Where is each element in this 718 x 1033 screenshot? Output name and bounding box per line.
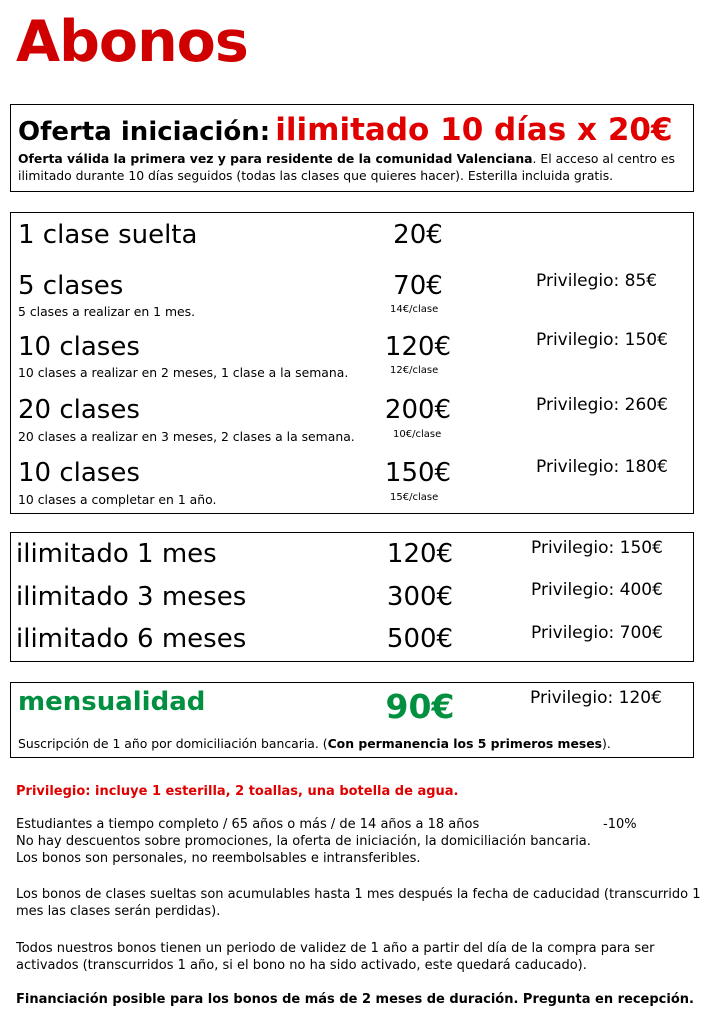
accumulate-note: Los bonos de clases sueltas son acumulables hasta 1 mes después la fecha de caducidad (transcurrido 1 mes las clases serán perdidas). xyxy=(16,887,701,919)
monthly-privilege: Privilegio: 120€ xyxy=(530,688,662,708)
offer-desc-bold: Oferta válida la primera vez y para residente de la comunidad Valenciana xyxy=(18,151,533,166)
pack-name: 5 clases xyxy=(18,271,124,301)
monthly-price: 90€ xyxy=(385,687,455,726)
pack-per-class: 12€/clase xyxy=(390,365,439,376)
pack-desc: 10 clases a completar en 1 año. xyxy=(18,492,217,507)
privilege-note: Privilegio: incluye 1 esterilla, 2 toallas, una botella de agua. xyxy=(16,784,459,799)
pack-name: 20 clases xyxy=(18,395,140,425)
unlimited-name: ilimitado 3 meses xyxy=(16,582,247,612)
pack-name: 10 clases xyxy=(18,458,140,488)
monthly-desc-end: ). xyxy=(602,736,611,751)
pack-desc: 5 clases a realizar en 1 mes. xyxy=(18,304,196,319)
unlimited-privilege: Privilegio: 400€ xyxy=(531,580,663,600)
offer-highlight: ilimitado 10 días x 20€ xyxy=(275,112,673,148)
pack-privilege: Privilegio: 260€ xyxy=(536,395,668,415)
pack-privilege: Privilegio: 150€ xyxy=(536,330,668,350)
personal-note: Los bonos son personales, no reembolsables e intransferibles. xyxy=(16,851,421,866)
unlimited-privilege: Privilegio: 150€ xyxy=(531,538,663,558)
no-discount-note: No hay descuentos sobre promociones, la oferta de iniciación, la domiciliación bancaria. xyxy=(16,834,591,849)
monthly-description xyxy=(18,736,611,751)
unlimited-price: 120€ xyxy=(386,539,454,569)
pack-name: 1 clase suelta xyxy=(18,220,198,250)
pack-per-class: 15€/clase xyxy=(390,492,439,503)
page-title: Abonos xyxy=(16,9,248,75)
pack-price: 150€ xyxy=(384,458,452,488)
unlimited-price: 500€ xyxy=(386,624,454,654)
pack-per-class: 14€/clase xyxy=(390,304,439,315)
unlimited-name: ilimitado 6 meses xyxy=(16,624,247,654)
offer-description xyxy=(18,150,693,184)
monthly-name: mensualidad xyxy=(18,687,206,717)
unlimited-name: ilimitado 1 mes xyxy=(16,539,217,569)
validity-note: Todos nuestros bonos tienen un periodo de validez de 1 año a partir del día de la compra para ser activados (transcurridos 1 año, si el bono no ha sido activado, este quedará caducado). xyxy=(16,941,655,973)
discount-value: -10% xyxy=(603,817,637,832)
offer-heading xyxy=(18,112,673,148)
pack-price: 120€ xyxy=(384,332,452,362)
unlimited-price: 300€ xyxy=(386,582,454,612)
monthly-desc-bold: Con permanencia los 5 primeros meses xyxy=(327,736,603,751)
unlimited-privilege: Privilegio: 700€ xyxy=(531,623,663,643)
pack-price: 200€ xyxy=(384,395,452,425)
pack-desc: 20 clases a realizar en 3 meses, 2 clases a la semana. xyxy=(18,429,355,444)
monthly-desc-start: Suscripción de 1 año por domiciliación bancaria. ( xyxy=(18,736,328,751)
pack-price: 70€ xyxy=(393,271,443,301)
financing-note: Financiación posible para los bonos de más de 2 meses de duración. Pregunta en recepción. xyxy=(16,992,694,1007)
pack-name: 10 clases xyxy=(18,332,140,362)
offer-desc-rest: . El acceso al centro es ilimitado durante 10 días seguidos (todas las clases que quieres hacer). Esterilla incluida gratis. xyxy=(18,151,675,183)
pack-price: 20€ xyxy=(393,220,443,250)
students-note: Estudiantes a tiempo completo / 65 años o más / de 14 años a 18 años xyxy=(16,817,480,832)
pack-per-class: 10€/clase xyxy=(393,429,442,440)
pack-privilege: Privilegio: 85€ xyxy=(536,271,658,291)
offer-label: Oferta iniciación: xyxy=(18,117,271,147)
pack-desc: 10 clases a realizar en 2 meses, 1 clase a la semana. xyxy=(18,365,349,380)
pack-privilege: Privilegio: 180€ xyxy=(536,457,668,477)
